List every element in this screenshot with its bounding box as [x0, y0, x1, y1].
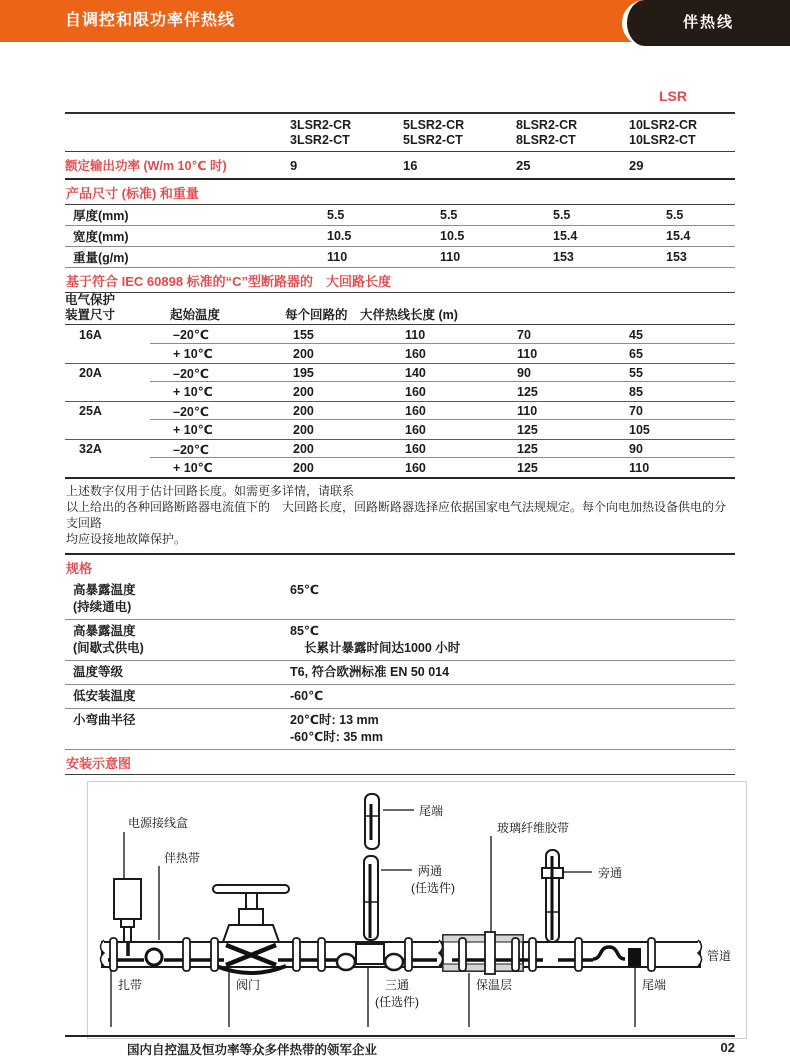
label-glass-tape: 玻璃纤维胶带: [497, 821, 570, 835]
label-tee: 三通: [385, 978, 410, 992]
label-tee-optional: (任选件): [375, 995, 419, 1009]
series-label: LSR: [659, 88, 687, 104]
circuit-row: + 10℃ 200 160 125 85: [65, 382, 735, 401]
circuit-heading: 基于符合 IEC 60898 标准的“C”型断路器的 大回路长度: [66, 274, 392, 289]
circuit-row: 20A –20℃ 195 140 90 55: [65, 363, 735, 382]
dim-row-weight: 重量(g/m) 110 110 153 153: [65, 247, 735, 268]
installation-diagram-svg: [88, 782, 746, 1038]
circuit-row: + 10℃ 200 160 110 65: [65, 344, 735, 363]
product-col-1: 3LSR2-CR 3LSR2-CT: [290, 118, 352, 147]
circuit-row: + 10℃ 200 160 125 105: [65, 420, 735, 439]
product-col-2: 5LSR2-CR 5LSR2-CT: [403, 118, 465, 147]
header-title: 自调控和限功率伴热线: [65, 12, 236, 29]
circuit-notes: 上述数字仅用于估计回路长度。如需更多详情，请联系 以上给出的各种回路断路器电流值下的 大回路长度，回路断路器选择应依据国家电气法规规定。每个向电加热设备供电的分支回路 均应设接地故障保护。: [65, 479, 735, 555]
label-two-way: 两通: [418, 864, 443, 878]
page-header: [0, 0, 790, 46]
product-col-3: 8LSR2-CR 8LSR2-CT: [516, 118, 578, 147]
end-seal-right-shape: [628, 948, 641, 966]
header-tab: [622, 0, 790, 46]
label-end-seal-right: 尾端: [642, 978, 667, 992]
header-tab-label: 伴热线: [682, 14, 734, 31]
label-two-way-optional: (任选件): [411, 881, 455, 895]
spec-row-min-bend-radius: 小弯曲半径 20℃时: 13 mm -60℃时: 35 mm: [65, 709, 735, 750]
spec-row-temperature-class: 温度等级 T6, 符合欧洲标准 EN 50 014: [65, 661, 735, 685]
label-cable-tie: 扎带: [118, 978, 143, 992]
label-bypass: 旁通: [598, 866, 623, 880]
dimensions-heading: 产品尺寸 (标准) 和重量: [66, 186, 199, 201]
product-col-4: 10LSR2-CR 10LSR2-CT: [629, 118, 698, 147]
valve-shape: [213, 885, 289, 942]
diagram-heading: 安装示意图: [66, 756, 132, 771]
label-power-box: 电源接线盒: [128, 816, 189, 830]
footer-slogan: 国内自控温及恒功率等众多伴热带的领军企业: [127, 1043, 378, 1057]
rated-power-row: 额定输出功率 (W/m 10℃ 时) 9 16 25 29: [65, 152, 735, 180]
circuit-row: 25A –20℃ 200 160 110 70: [65, 401, 735, 420]
dim-row-thickness: 厚度(mm) 5.5 5.5 5.5 5.5: [65, 205, 735, 226]
label-insulation: 保温层: [476, 978, 513, 992]
label-end-seal-top: 尾端: [419, 804, 444, 818]
power-junction-box: [114, 879, 141, 942]
diagram-rule: [65, 774, 735, 775]
label-heating-cable: 伴热带: [164, 851, 201, 865]
product-table-header: [65, 114, 735, 152]
label-pipe: 管道: [707, 949, 732, 963]
label-valve: 阀门: [236, 978, 261, 992]
spec-row-max-exposure-continuous: 高暴露温度 (持续通电) 65℃: [65, 579, 735, 620]
content-area: [65, 88, 735, 1039]
installation-diagram: [87, 781, 747, 1039]
circuit-row: 16A –20℃ 155 110 70 45: [79, 327, 643, 342]
spec-row-min-install-temp: 低安装温度 -60℃: [65, 685, 735, 709]
circuit-row: + 10℃ 200 160 125 110: [65, 458, 735, 477]
page-number: 02: [720, 1040, 735, 1055]
circuit-table-header: 电气保护 装置尺寸 起始温度 每个回路的 大伴热线长度 (m): [65, 293, 735, 325]
circuit-row: 32A –20℃ 200 160 125 90: [65, 439, 735, 458]
dim-row-width: 宽度(mm) 10.5 10.5 15.4 15.4: [65, 226, 735, 247]
footer-rule: [65, 1035, 735, 1037]
insulation-shape: [443, 935, 523, 971]
spec-row-max-exposure-intermittent: 高暴露温度 (间歇式供电) 85℃ 长累计暴露时间达1000 小时: [65, 620, 735, 661]
footer: [65, 1040, 735, 1058]
specs-heading: 规格: [66, 561, 93, 576]
